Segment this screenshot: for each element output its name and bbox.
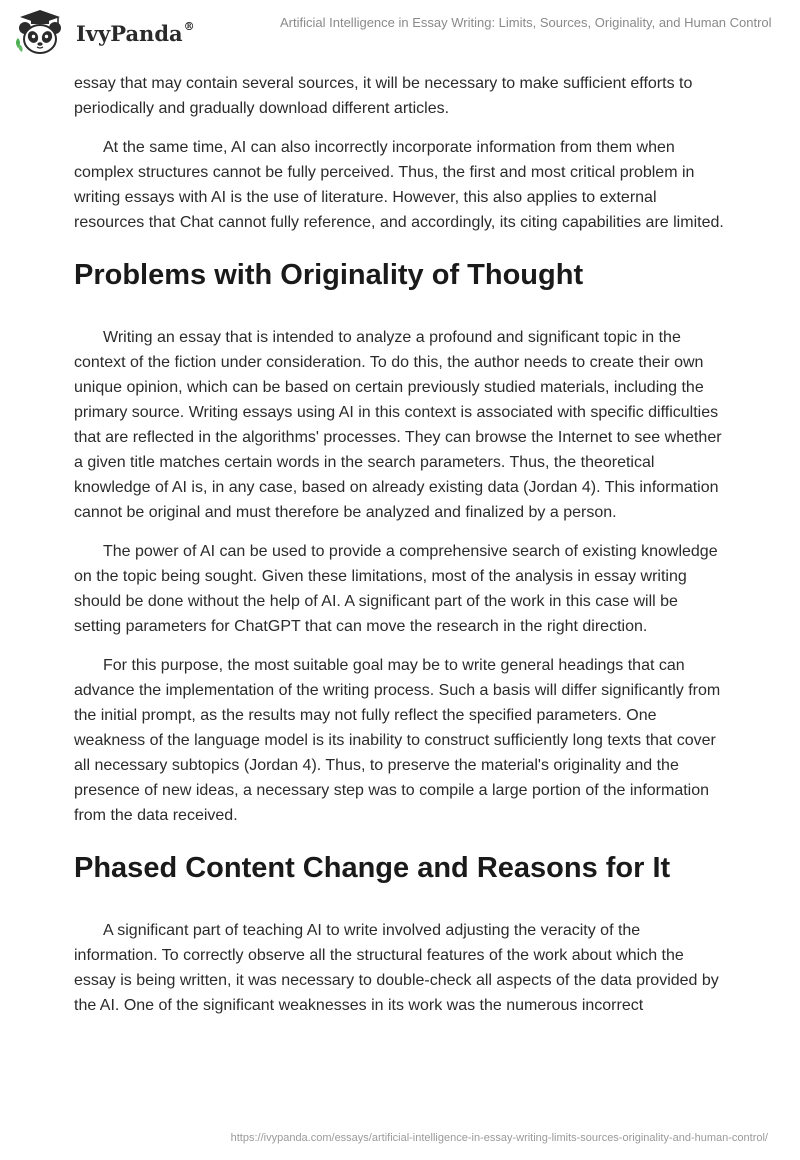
paragraph: Writing an essay that is intended to analyze a profound and significant topic in the context of the fiction under consideration. To do this, the author needs to create their own unique opinion, which can be based on certain previously studied materials, including the primary source. Writing essays using AI in this context is associated with specific difficulties that are reflected in the algorithms' processes. They can browse the Internet to see whether a given title matches certain words in the search parameters. Thus, the theoretical knowledge of AI is, in any case, based on already existing data (Jordan 4). This information cannot be original and must therefore be analyzed and finalized by a person. [74,329,722,521]
brand-name-text: IvyPanda [76,20,183,46]
section-heading: Phased Content Change and Reasons for It [74,852,671,884]
section-heading: Problems with Originality of Thought [74,259,584,291]
paragraph: essay that may contain several sources, it will be necessary to make sufficient efforts to periodically and gradually download different articles. [74,75,693,117]
ivypanda-logo[interactable] [14,8,195,56]
paragraph: The power of AI can be used to provide a comprehensive search of existing knowledge on the topic being sought. Given these limitations, most of the analysis in essay writing should be done without the help of AI. A significant part of the work in this case will be setting parameters for ChatGPT that can move the research in the right direction. [74,543,718,635]
source-url[interactable]: https://ivypanda.com/essays/artificial-intelligence-in-essay-writing-limits-sources-originality-and-human-control/ [230,1132,768,1144]
registered-mark: ® [183,19,195,33]
paragraph: At the same time, AI can also incorrectly incorporate information from them when complex structures cannot be fully perceived. Thus, the first and most critical problem in writing essays with AI is the use of literature. However, this also applies to external resources that Chat cannot fully reference, and accordingly, its citing capabilities are limited. [74,139,724,231]
brand-name [76,21,195,46]
paragraph: A significant part of teaching AI to write involved adjusting the veracity of the information. To correctly observe all the structural features of the work about which the essay is being written, it was necessary to double-check all aspects of the data provided by the AI. One of the significant weaknesses in its work was the numerous incorrect [74,922,719,1014]
panda-graduate-icon [14,8,66,56]
document-title: Artificial Intelligence in Essay Writing: Limits, Sources, Originality, and Human Control [280,15,772,30]
paragraph: For this purpose, the most suitable goal may be to write general headings that can advance the implementation of the writing process. Such a basis will differ significantly from the initial prompt, as the results may not fully reflect the specified parameters. One weakness of the language model is its inability to construct sufficiently long texts that cover all necessary subtopics (Jordan 4). Thus, to preserve the material's originality and the presence of new ideas, a necessary step was to compile a large portion of the information from the data received. [74,657,721,824]
page-header [0,0,800,70]
essay-content [74,71,726,1032]
